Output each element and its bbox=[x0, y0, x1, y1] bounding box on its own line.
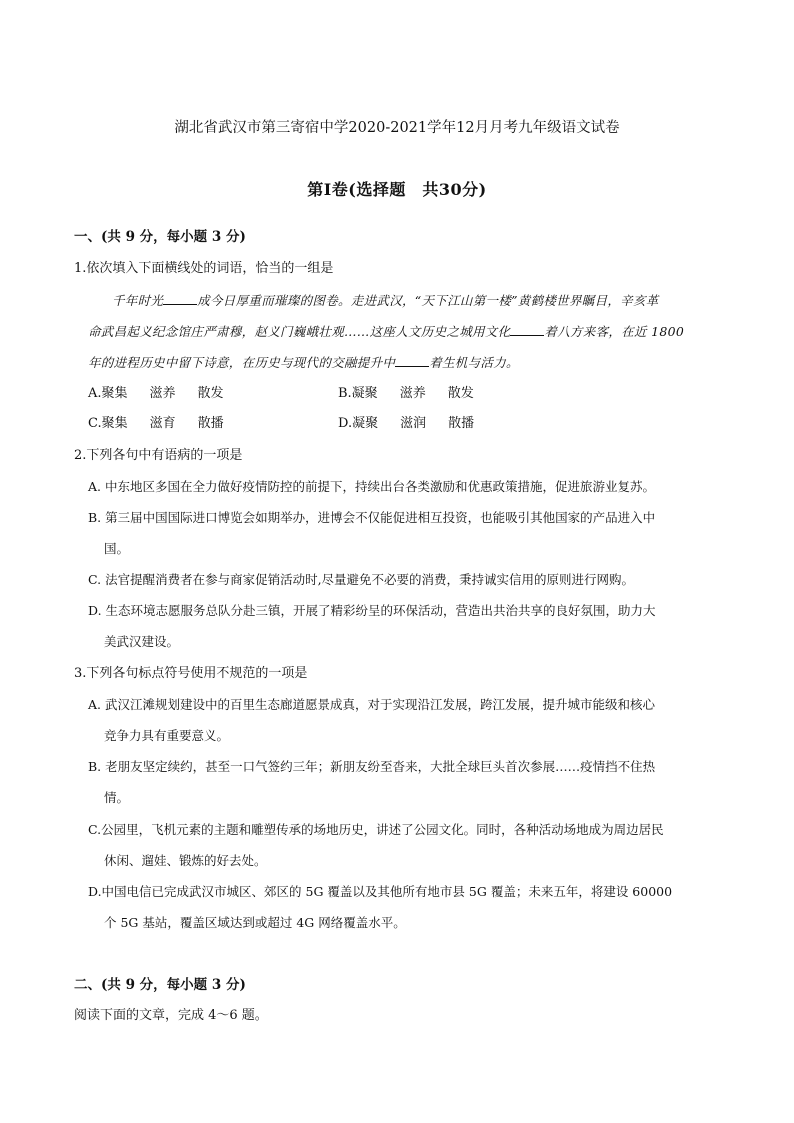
question-2-option-c[interactable]: C. 法官提醒消费者在参与商家促销活动时,尽量避免不必要的消费，秉持诚实信用的原则进行网购。 bbox=[88, 572, 635, 587]
question-2-option-d[interactable]: D. 生态环境志愿服务总队分赴三镇，开展了精彩纷呈的环保活动，营造出共治共享的良好氛围，助力大 bbox=[88, 603, 656, 618]
question-1-passage-line-3 bbox=[88, 354, 519, 372]
question-3-option-d-cont: 个 5G 基站，覆盖区域达到或超过 4G 网络覆盖水平。 bbox=[104, 915, 406, 930]
question-3-option-b-cont: 情。 bbox=[104, 790, 130, 805]
question-3-option-a[interactable]: A. 武汉江滩规划建设中的百里生态廊道愿景成真，对于实现沿江发展，跨江发展，提升城市能级和核心 bbox=[88, 697, 655, 712]
option-word: 滋润 bbox=[400, 416, 427, 431]
question-1-passage-line-1 bbox=[112, 292, 659, 310]
question-2-option-b[interactable]: B. 第三届中国国际进口博览会如期举办，进博会不仅能促进相互投资，也能吸引其他国家的产品进入中 bbox=[88, 510, 656, 525]
passage-text: 年的进程历史中留下诗意，在历史与现代的交融提升中 bbox=[88, 355, 396, 370]
question-2-option-a[interactable]: A. 中东地区多国在全力做好疫情防控的前提下，持续出台各类激励和优惠政策措施，促进旅游业复苏。 bbox=[88, 479, 655, 494]
fill-blank-3 bbox=[395, 354, 429, 367]
section-2-intro: 阅读下面的文章，完成 4～6 题。 bbox=[74, 1008, 268, 1023]
section-2-heading: 二、(共 9 分，每小题 3 分) bbox=[74, 977, 246, 993]
option-word: C.聚集 bbox=[88, 416, 128, 431]
question-1-option-a[interactable] bbox=[88, 385, 246, 403]
option-word: 散发 bbox=[447, 386, 474, 401]
passage-text: 成今日厚重而璀璨的图卷。走进武汉，“天下江山第一楼”黄鹤楼世界瞩目，辛亥革 bbox=[197, 293, 659, 308]
question-1-option-d[interactable] bbox=[338, 415, 496, 433]
question-1-passage-line-2 bbox=[88, 323, 684, 341]
passage-text: 着八方来客，在近 1800 bbox=[544, 324, 685, 339]
question-3-option-a-cont: 竞争力具有重要意义。 bbox=[104, 728, 230, 743]
passage-text: 命武昌起义纪念馆庄严肃穆，赵义门巍峨壮观……这座人文历史之城用文化 bbox=[88, 324, 511, 339]
question-3-stem: 3.下列各句标点符号使用不规范的一项是 bbox=[74, 666, 308, 681]
paper-subtitle: 第Ⅰ卷(选择题 共30分) bbox=[307, 180, 487, 199]
option-word: A.聚集 bbox=[88, 386, 128, 401]
section-1-heading: 一、(共 9 分，每小题 3 分) bbox=[74, 229, 246, 245]
question-2-stem: 2.下列各句中有语病的一项是 bbox=[74, 448, 243, 463]
fill-blank-2 bbox=[510, 323, 544, 336]
page-title: 湖北省武汉市第三寄宿中学2020-2021学年12月月考九年级语文试卷 bbox=[174, 120, 620, 136]
option-word: 散发 bbox=[197, 386, 224, 401]
fill-blank-1 bbox=[163, 292, 197, 305]
option-word: 滋养 bbox=[149, 386, 176, 401]
passage-text: 千年时光 bbox=[112, 293, 164, 308]
option-word: B.凝聚 bbox=[338, 386, 378, 401]
question-3-option-c-cont: 休闲、遛娃、锻炼的好去处。 bbox=[104, 853, 267, 868]
question-1-option-c[interactable] bbox=[88, 415, 246, 433]
question-3-option-b[interactable]: B. 老朋友坚定续约，甚至一口气签约三年；新朋友纷至沓来，大批全球巨头首次参展……疫情挡不住热 bbox=[88, 759, 656, 774]
option-word: 滋育 bbox=[149, 416, 176, 431]
question-3-option-d[interactable]: D.中国电信已完成武汉市城区、郊区的 5G 覆盖以及其他所有地市县 5G 覆盖；未来五年，将建设 60000 bbox=[88, 884, 673, 899]
question-1-stem: 1.依次填入下面横线处的词语，恰当的一组是 bbox=[74, 261, 334, 276]
question-3-option-c[interactable]: C.公园里，飞机元素的主题和雕塑传承的场地历史，讲述了公园文化。同时，各种活动场地成为周边居民 bbox=[88, 822, 664, 837]
question-1-option-b[interactable] bbox=[338, 385, 496, 403]
option-word: 散播 bbox=[197, 416, 224, 431]
question-2-option-d-cont: 美武汉建设。 bbox=[104, 634, 180, 649]
passage-text: 着生机与活力。 bbox=[429, 355, 519, 370]
option-word: 滋养 bbox=[399, 386, 426, 401]
option-word: D.凝聚 bbox=[338, 416, 379, 431]
option-word: 散播 bbox=[448, 416, 475, 431]
question-2-option-b-cont: 国。 bbox=[104, 541, 130, 556]
